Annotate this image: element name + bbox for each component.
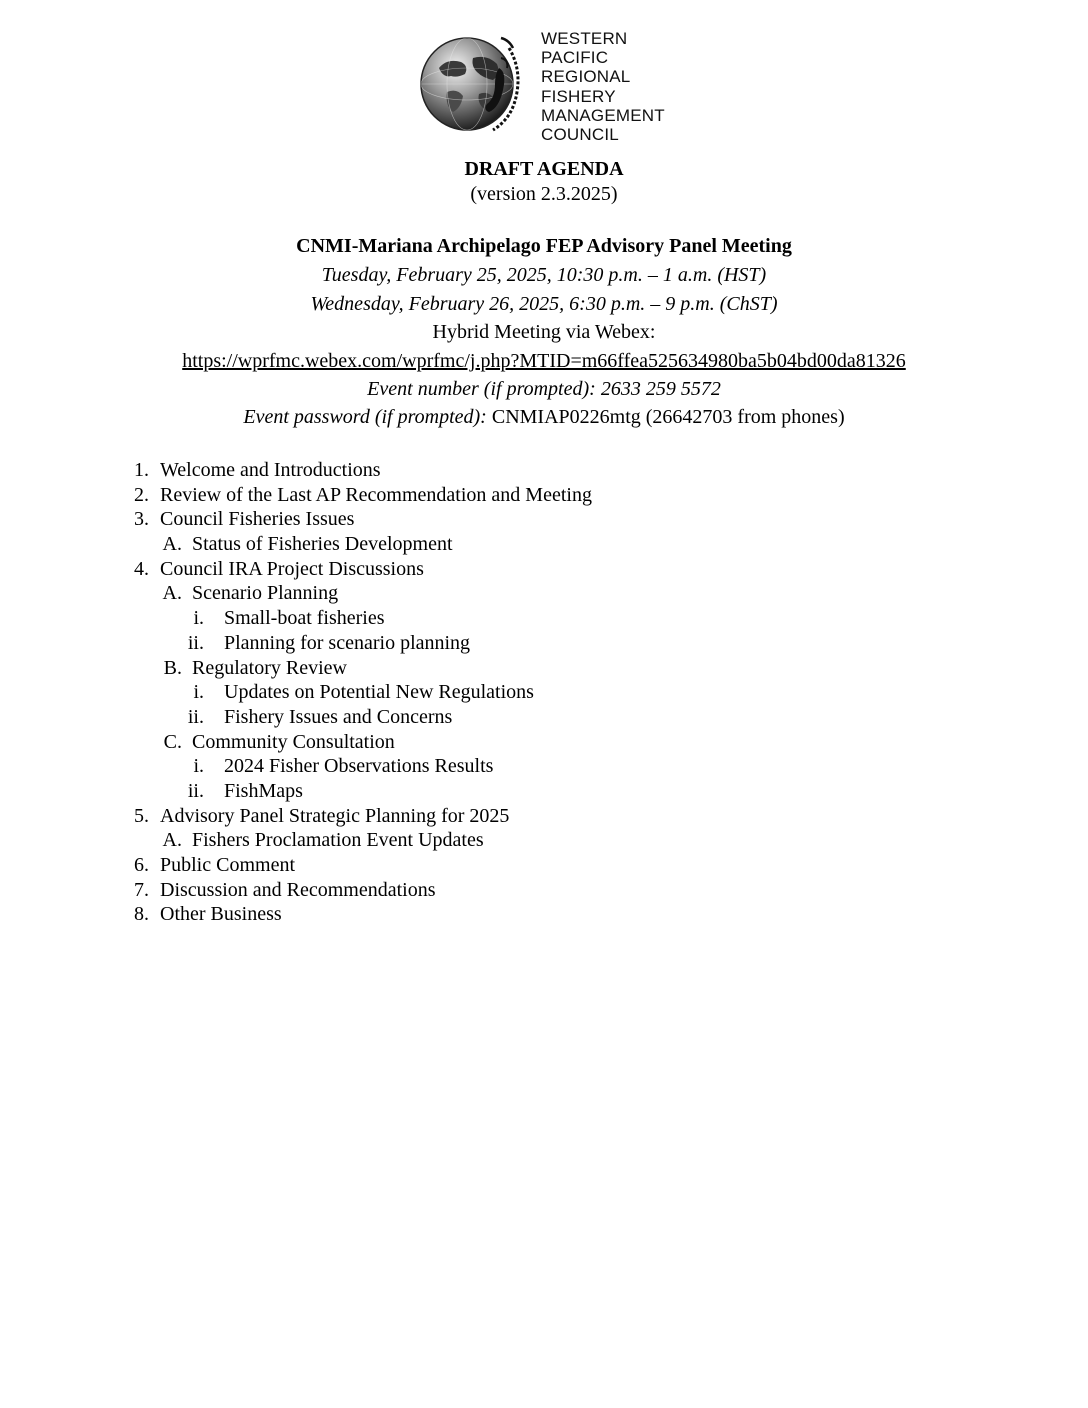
agenda-subsubitem-numeral: ii. [187,705,204,728]
agenda-item-text: Discussion and Recommendations [160,878,436,901]
meeting-date-chst: Wednesday, February 26, 2025, 6:30 p.m. – 9 p.m. (ChST) [310,293,778,315]
council-name-line: COUNCIL [541,125,619,145]
agenda-item [0,458,1088,483]
agenda-item-text: Advisory Panel Strategic Planning for 2025 [160,804,510,827]
agenda-list [0,458,1088,927]
agenda-subitem-letter: A. [162,533,182,556]
agenda-subitem-text: Community Consultation [192,730,395,753]
agenda-subitem [0,828,1088,853]
agenda-subsubitem [0,779,1088,804]
council-name-line: WESTERN [541,29,628,48]
agenda-subsubitem-numeral: i. [193,607,204,630]
agenda-item-text: Other Business [160,903,282,926]
council-name-line: PACIFIC [541,48,609,68]
document-version: (version 2.3.2025) [470,183,618,205]
agenda-subitem-letter: C. [163,730,182,753]
agenda-item [0,878,1088,903]
agenda-item [0,902,1088,927]
agenda-subsubitem-numeral: ii. [187,779,204,802]
agenda-subsubitem-text: Small-boat fisheries [224,607,385,630]
agenda-subitem-text: Fishers Proclamation Event Updates [192,829,484,852]
agenda-item-text: Public Comment [160,854,295,876]
agenda-item-number: 8. [134,903,149,926]
agenda-subitem [0,532,1088,557]
agenda-item-number: 1. [134,459,149,481]
agenda-subsubitem-numeral: i. [193,755,204,778]
webex-link[interactable]: https://wprfmc.webex.com/wprfmc/j.php?MTID=m66ffea525634980ba5b04bd00da81326 [182,350,906,372]
council-logo [417,24,687,149]
agenda-subsubitem [0,680,1088,705]
agenda-item [0,804,1088,829]
agenda-item-text: Council IRA Project Discussions [160,557,424,580]
agenda-item-number: 7. [134,878,149,901]
event-password-value: CNMIAP0226mtg (26642703 from phones) [486,406,845,428]
event-password-label: Event password (if prompted): [243,406,487,428]
agenda-subitem [0,730,1088,755]
agenda-subsubitem [0,754,1088,779]
agenda-subitem-letter: B. [163,656,182,679]
meeting-name: CNMI-Mariana Archipelago FEP Advisory Panel Meeting [296,235,792,257]
agenda-subsubitem [0,631,1088,656]
agenda-subitem-text: Scenario Planning [192,582,339,605]
agenda-subsubitem [0,705,1088,730]
agenda-subsubitem-text: FishMaps [224,779,303,802]
council-name-line: FISHERY [541,86,616,106]
agenda-item [0,557,1088,582]
council-name-line: MANAGEMENT [541,105,665,125]
agenda-subitem-text: Regulatory Review [192,656,347,679]
document-title: DRAFT AGENDA [464,158,624,180]
agenda-item-number: 3. [134,508,149,531]
agenda-item-number: 6. [134,854,149,876]
agenda-item-number: 2. [134,483,149,506]
agenda-subitem [0,581,1088,606]
council-name [541,29,665,144]
agenda-subsubitem-text: 2024 Fisher Observations Results [224,755,494,778]
agenda-subitem-letter: A. [162,829,182,852]
agenda-subitem [0,656,1088,681]
agenda-subsubitem [0,606,1088,631]
council-name-line: REGIONAL [541,67,631,87]
agenda-item [0,853,1088,878]
hybrid-meeting-note: Hybrid Meeting via Webex: [432,321,656,343]
agenda-subsubitem-text: Updates on Potential New Regulations [224,681,534,704]
event-number: Event number (if prompted): 2633 259 5572 [367,378,721,400]
agenda-item-text: Review of the Last AP Recommendation and Meeting [160,483,592,506]
agenda-item-text: Council Fisheries Issues [160,508,355,531]
agenda-subsubitem-numeral: ii. [187,631,204,654]
agenda-item-number: 5. [134,804,149,827]
agenda-subsubitem-text: Planning for scenario planning [224,631,471,654]
meeting-date-hst: Tuesday, February 25, 2025, 10:30 p.m. – 1 a.m. (HST) [321,264,767,286]
agenda-item [0,507,1088,532]
agenda-item-text: Welcome and Introductions [160,459,381,481]
agenda-subsubitem-text: Fishery Issues and Concerns [224,705,453,728]
agenda-subsubitem-numeral: i. [193,681,204,704]
globe-emblem-icon [417,28,527,138]
webex-link-line [0,349,1088,373]
agenda-subitem-letter: A. [162,582,182,605]
agenda-item [0,483,1088,508]
agenda-subitem-text: Status of Fisheries Development [192,533,453,556]
agenda-item-number: 4. [134,557,149,580]
event-password [0,405,1088,429]
